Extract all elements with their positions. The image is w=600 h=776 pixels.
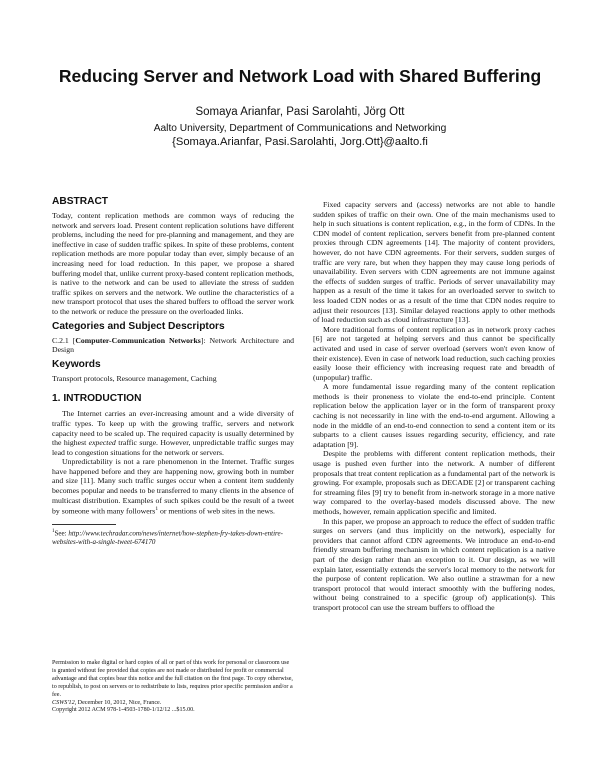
footnote-divider [52, 524, 116, 525]
abstract-heading: ABSTRACT [52, 196, 109, 207]
footnote: $^1$See: http://www.techradar.com/news/internet/how-stephen-fry-takes-down-entire-websites-with-a-single-tweet-674170 [52, 529, 283, 547]
right-paragraph-4: Despite the problems with different content replication methods, their usage is pushed even further into the network. A number of different proposals that treat content replication as a fundamental part of the network is growing. For example, proposals such as DECADE [2] or transparent caching for streaming files [9] try to benefit from in-network storage in a more native way compared to the overlay-based models discussed above. The new methods, however, remain application specific and limited. [313, 449, 555, 516]
categories-text: C.2.1 [Computer-Communication Networks]: Network Architecture and Design [52, 335, 295, 355]
abstract-text: Today, content replication methods are common ways of reducing the network and servers load. Present content replication solutions have different problems, including the need for pre-planning and management, and they are ineffective in case of sudden traffic spikes. In spite of these problems, content replication methods are more popular today than ever, simply because of an increasing need for load reduction. In this paper, we propose a shared buffering model that, unlike current proxy-based content replication methods, is native to the network and can be used to alleviate the stress of sudden traffic spikes on servers and the network. We outline the characteristics of a new transport protocol that uses the shared buffers to offload the server work to the network or reduce the pressure on the overloaded links. [52, 211, 294, 316]
author-names: Somaya Arianfar, Pasi Sarolahti, Jörg Ott [195, 106, 405, 118]
footnote-link[interactable]: http://www.techradar.com/news/internet/how-stephen-fry-takes-down-entire-websites-with-a-single-tweet-674170 [52, 529, 283, 547]
left-column [52, 196, 294, 547]
categories-heading: Categories and Subject Descriptors [52, 320, 225, 332]
permission-notice [52, 660, 294, 715]
right-paragraph-2: More traditional forms of content replication as in network proxy caches [6] are not targeted at helping servers and thus cannot be specifically activated and used in case of server overload (servers won't even know of their existence). Even in case of network load reduction, such caching proxies easily loose their efficiency with increasing request rate and breadth of (unpopular) traffic. [313, 324, 555, 382]
keywords-heading: Keywords [52, 358, 101, 370]
venue-line: CSWS'12, December 10, 2012, Nice, France. [52, 699, 162, 706]
introduction-heading: 1. INTRODUCTION [52, 393, 142, 405]
author-affiliation: Aalto University, Department of Communications and Networking [153, 123, 447, 134]
keywords-text: Transport protocols, Resource management, Caching [52, 373, 217, 383]
permission-text: Permission to make digital or hard copies of all or part of this work for personal or classroom use is granted without fee provided that copies are not made or distributed for profit or commercial advantage and that copies bear this notice and the full citation on the first page. To copy otherwise, to republish, to post on servers or to redistribute to lists, requires prior specific permission and/or a fee. [52, 660, 293, 698]
author-emails: {Somaya.Arianfar, Pasi.Sarolahti, Jorg.Ott}@aalto.fi [172, 136, 428, 148]
intro-paragraph-1: The Internet carries an ever-increasing amount and a wide diversity of traffic types. To keep up with the growing traffic, servers and network capacity need to be scaled up. The required capacity is usually determined by the highest expected traffic surge. However, unpredictable traffic surges may lead to congestion situations for the network or servers. [52, 409, 294, 457]
paper-title: Reducing Server and Network Load with Shared Buffering [58, 66, 542, 86]
right-paragraph-5: In this paper, we propose an approach to reduce the effect of sudden traffic surges on servers (and thus implicitly on the network), especially for providers that cannot afford CDN agreements. We introduce an end-to-end friendly stream buffering mechanism in which content replication is a native part of the design rather than an exception to it. Our design, as we will explain later, essentially extends the server's local memory to the network for the purpose of content replication. We also outline a strawman for a new transport protocol that would interact smoothly with the buffering nodes, without being constrained to a specific (group of) application(s). This transport protocol can use the stream buffers to offload the [313, 516, 555, 612]
copyright-line: Copyright 2012 ACM 978-1-4503-1780-1/12/12 ...$15.00. [52, 707, 195, 714]
right-column [313, 200, 555, 613]
intro-paragraph-2: Unpredictability is not a rare phenomenon in the Internet. Traffic surges have happened before and they are happening now, growing both in number and size [11]. Many such traffic surges occur when a content item suddenly becomes popular and needs to be transferred to many clients in the absence of multicast distribution. Examples of such spikes could be the result of a tweet by someone with many followers$^1$ or mentions of web sites in the news. [52, 457, 294, 516]
footnote-ref: 1 [155, 506, 159, 513]
right-paragraph-3: A more fundamental issue regarding many of the content replication methods is their proneness to violate the end-to-end principle. Content replication below the application layer or in the form of transparent proxy caching is not necessarily in line with the end-to-end argument. Allowing a node in the middle of an end-to-end connection to send a content item or its subparts to a client causes issues regarding security, efficiency, and rate adaptation [9]. [313, 382, 555, 449]
right-paragraph-1: Fixed capacity servers and (access) networks are not able to handle sudden spikes of traffic on their own. One of the main mechanisms used to help in such situations is content replication, e.g., in the form of CDNs. In the CDN model of content replication, servers benefit from pre-planned content proxies through CDN agreements [14]. The majority of content providers, however, do not have CDN agreements. For their servers, sudden surges of traffic are very rare, but when they happen they may cause long periods of unavailability. Even servers with CDN agreements are not immune against the effects of sudden surges of traffic. Periods of server unavailability may happen as a result of the time it takes for an overloaded server to switch to less loaded CDN nodes or as a result of the time that CDN nodes require to adjust their resources [13]. Similar delayed reactions apply to other methods of load reduction such as cloud infrastructure [13]. [313, 200, 555, 325]
